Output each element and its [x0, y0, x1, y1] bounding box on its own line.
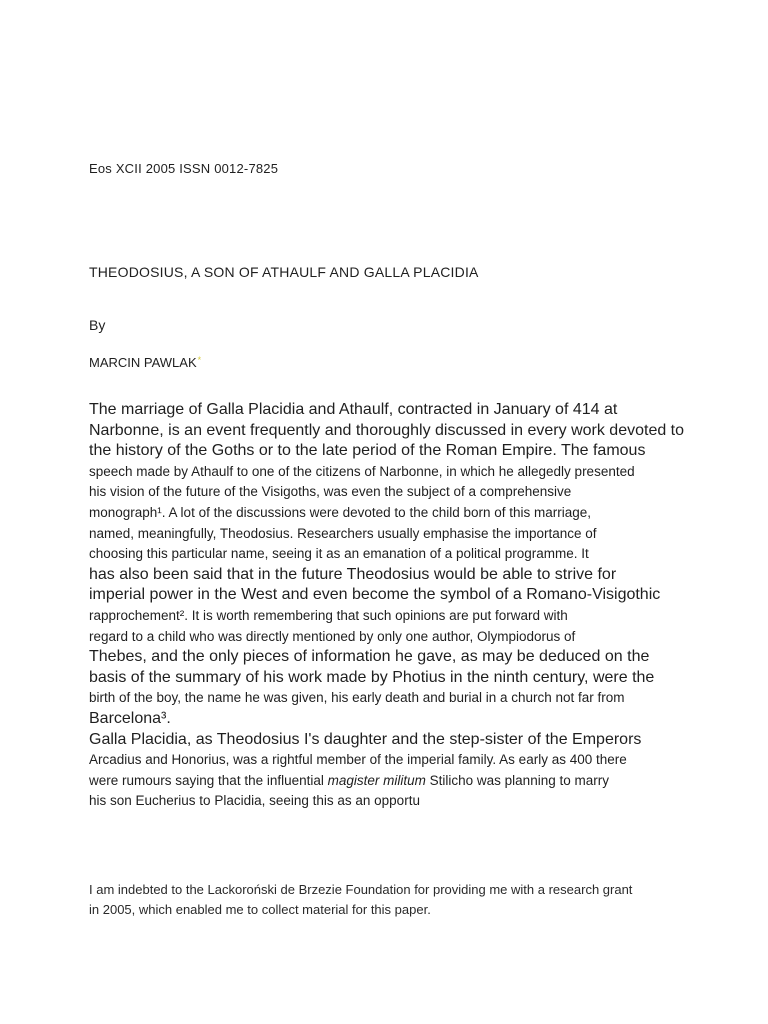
article-title: THEODOSIUS, A SON OF ATHAULF AND GALLA PLACIDIA — [89, 264, 479, 280]
journal-header: Eos XCII 2005 ISSN 0012-7825 — [89, 161, 279, 176]
article-body — [89, 400, 699, 812]
p1-line-12: regard to a child who was directly mentioned by only one author, Olympiodorus of — [89, 628, 576, 644]
p2-line-3-start: were rumours saying that the influential — [89, 772, 328, 788]
p2-line-4: his son Eucherius to Placidia, seeing this as an opportu — [89, 793, 420, 809]
p1-line-7: named, meaningfully, Theodosius. Researchers usually emphasise the importance of — [89, 525, 597, 541]
p1-line-1: The marriage of Galla Placidia and Athaulf, contracted in January of 414 at — [89, 401, 618, 418]
author-name-text: MARCIN PAWLAK — [89, 355, 197, 370]
p1-line-13: Thebes, and the only pieces of information he gave, as may be deduced on the — [89, 648, 650, 666]
author-note-mark: * — [197, 355, 202, 365]
p1-line-8: choosing this particular name, seeing it as an emanation of a political programme. It — [89, 546, 589, 562]
p1-line-3: the history of the Goths or to the late period of the Roman Empire. The famous — [89, 442, 646, 460]
p1-line-15: birth of the boy, the name he was given, his early death and burial in a church not far from — [89, 690, 625, 706]
p2-line-2: Arcadius and Honorius, was a rightful member of the imperial family. As early as 400 there — [89, 752, 627, 768]
author-name — [89, 355, 201, 370]
p1-line-4: speech made by Athaulf to one of the citizens of Narbonne, in which he allegedly presented — [89, 463, 635, 479]
byline-label: By — [89, 317, 106, 333]
p1-line-2: Narbonne, is an event frequently and thoroughly discussed in every work devoted to — [89, 421, 685, 439]
footnote-line-2: in 2005, which enabled me to collect material for this paper. — [89, 902, 431, 917]
paragraph-1 — [89, 400, 699, 730]
p1-line-9: has also been said that in the future Theodosius would be able to strive for — [89, 565, 617, 583]
p1-line-10: imperial power in the West and even become the symbol of a Romano-Visigothic — [89, 586, 661, 604]
p1-line-16: Barcelona³. — [89, 709, 171, 727]
p1-line-11: rapprochement². It is worth remembering that such opinions are put forward with — [89, 607, 568, 623]
paragraph-2 — [89, 730, 699, 812]
footnote — [89, 880, 709, 920]
p1-line-5: his vision of the future of the Visigoths, was even the subject of a comprehensive — [89, 484, 572, 500]
p2-line-1: Galla Placidia, as Theodosius I's daughter and the step-sister of the Emperors — [89, 730, 642, 748]
p2-line-3-italic: magister militum — [327, 772, 426, 788]
p1-line-6: monograph¹. A lot of the discussions were devoted to the child born of this marriage, — [89, 504, 592, 520]
p1-line-14: basis of the summary of his work made by Photius in the ninth century, were the — [89, 668, 655, 686]
footnote-line-1: I am indebted to the Lackoroński de Brzezie Foundation for providing me with a research grant — [89, 882, 633, 897]
p2-line-3-end: Stilicho was planning to marry — [425, 772, 609, 788]
